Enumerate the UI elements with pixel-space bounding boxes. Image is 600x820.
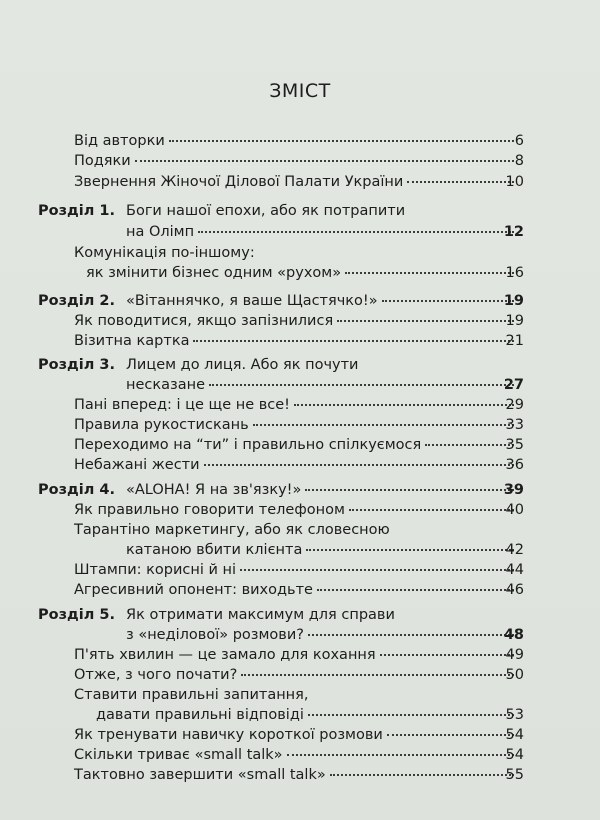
section-number: Розділ 5. <box>38 607 115 623</box>
entry-title: П'ять хвилин — це замало для кохання <box>74 647 376 663</box>
page-number: 55 <box>505 767 524 783</box>
entry-title: на Олімп <box>126 224 195 240</box>
leader-dots <box>198 231 514 233</box>
page-number: 53 <box>505 707 524 723</box>
leader-dots <box>305 489 514 491</box>
leader-dots <box>287 754 514 756</box>
toc-entry <box>0 265 600 285</box>
toc-entry <box>0 727 600 747</box>
toc-entry <box>0 747 600 767</box>
section-number: Розділ 1. <box>38 203 115 219</box>
entry-title: як змінити бізнес одним «рухом» <box>86 265 342 281</box>
section-number: Розділ 4. <box>38 482 115 498</box>
toc-section-heading <box>0 482 600 502</box>
page-number: 10 <box>505 174 524 190</box>
page-number: 36 <box>505 457 524 473</box>
toc-entry <box>0 224 600 244</box>
page-number: 6 <box>514 133 524 149</box>
entry-title: Подяки <box>74 153 131 169</box>
page-number: 29 <box>505 397 524 413</box>
entry-title: Переходимо на “ти” і правильно спілкуємося <box>74 437 422 453</box>
page-number: 42 <box>505 542 524 558</box>
entry-title: з «неділової» розмови? <box>126 627 304 643</box>
page-number: 35 <box>505 437 524 453</box>
page-number: 19 <box>503 293 524 309</box>
leader-dots <box>193 340 514 342</box>
entry-title: Скільки триває «small talk» <box>74 747 283 763</box>
toc-entry <box>0 153 600 173</box>
toc-entry <box>0 582 600 602</box>
toc-entry <box>0 313 600 333</box>
toc-entry <box>0 562 600 582</box>
entry-title: катаною вбити клієнта <box>126 542 303 558</box>
toc-entry <box>0 647 600 667</box>
entry-title: Як тренувати навичку короткої розмови <box>74 727 383 743</box>
leader-dots <box>240 569 514 571</box>
entry-title: Агресивний опонент: виходьте <box>74 582 313 598</box>
leader-dots <box>294 404 514 406</box>
entry-title-line: Лицем до лиця. Або як почути <box>126 357 359 373</box>
page-number: 27 <box>503 377 524 393</box>
toc-entry <box>0 627 600 647</box>
leader-dots <box>241 674 514 676</box>
entry-title-line: Тарантіно маркетингу, або як словесною <box>74 522 390 538</box>
toc-section-heading <box>0 357 600 377</box>
page-number: 44 <box>505 562 524 578</box>
page-number: 46 <box>505 582 524 598</box>
toc-entry <box>0 417 600 437</box>
entry-title-line: Комунікація по-іншому: <box>74 245 255 261</box>
toc-section-heading <box>0 607 600 627</box>
leader-dots <box>169 140 514 142</box>
page-number: 54 <box>505 747 524 763</box>
page-number: 21 <box>505 333 524 349</box>
page-number: 16 <box>505 265 524 281</box>
entry-title: несказане <box>126 377 206 393</box>
toc-entry <box>0 707 600 727</box>
toc-entry <box>0 542 600 562</box>
entry-title: Тактовно завершити «small talk» <box>74 767 326 783</box>
page-number: 19 <box>505 313 524 329</box>
entry-title: Пані вперед: і це ще не все! <box>74 397 290 413</box>
entry-title: Правила рукостискань <box>74 417 249 433</box>
entry-title: «Вітаннячко, я ваше Щастячко!» <box>126 293 378 309</box>
entry-title: Від авторки <box>74 133 165 149</box>
page-number: 49 <box>505 647 524 663</box>
leader-dots <box>253 424 514 426</box>
toc-entry <box>0 457 600 477</box>
toc-section-heading <box>0 203 600 223</box>
toc-entry-line <box>0 245 600 265</box>
entry-title: Звернення Жіночої Ділової Палати України <box>74 174 404 190</box>
page-number: 33 <box>505 417 524 433</box>
entry-title: Отже, з чого почати? <box>74 667 238 683</box>
page-number: 12 <box>503 224 524 240</box>
entry-title: Як правильно говорити телефоном <box>74 502 345 518</box>
toc-entry <box>0 133 600 153</box>
page-title: ЗМІСТ <box>269 80 331 102</box>
toc-entry <box>0 667 600 687</box>
toc-entry <box>0 174 600 194</box>
toc-entry <box>0 767 600 787</box>
leader-dots <box>306 549 514 551</box>
entry-title: Візитна картка <box>74 333 190 349</box>
entry-title: Штампи: корисні й ні <box>74 562 237 578</box>
section-number: Розділ 2. <box>38 293 115 309</box>
entry-title-line: Ставити правильні запитання, <box>74 687 309 703</box>
entry-title: Небажані жести <box>74 457 200 473</box>
section-number: Розділ 3. <box>38 357 115 373</box>
toc-entry <box>0 377 600 397</box>
entry-title-line: Боги нашої епохи, або як потрапити <box>126 203 406 219</box>
page-number: 40 <box>505 502 524 518</box>
toc-entry <box>0 437 600 457</box>
toc-entry-line <box>0 522 600 542</box>
toc-section-heading <box>0 293 600 313</box>
leader-dots <box>204 464 514 466</box>
leader-dots <box>135 160 514 162</box>
page-number: 48 <box>503 627 524 643</box>
toc-entry <box>0 502 600 522</box>
page-number: 39 <box>503 482 524 498</box>
entry-title: «ALOHA! Я на зв'язку!» <box>126 482 302 498</box>
toc-entry <box>0 397 600 417</box>
toc-entry-line <box>0 687 600 707</box>
entry-title: давати правильні відповіді <box>96 707 304 723</box>
entry-title-line: Як отримати максимум для справи <box>126 607 395 623</box>
leader-dots <box>209 384 514 386</box>
page-number: 54 <box>505 727 524 743</box>
page-number: 8 <box>514 153 524 169</box>
entry-title: Як поводитися, якщо запізнилися <box>74 313 334 329</box>
toc-entry <box>0 333 600 353</box>
page-number: 50 <box>505 667 524 683</box>
